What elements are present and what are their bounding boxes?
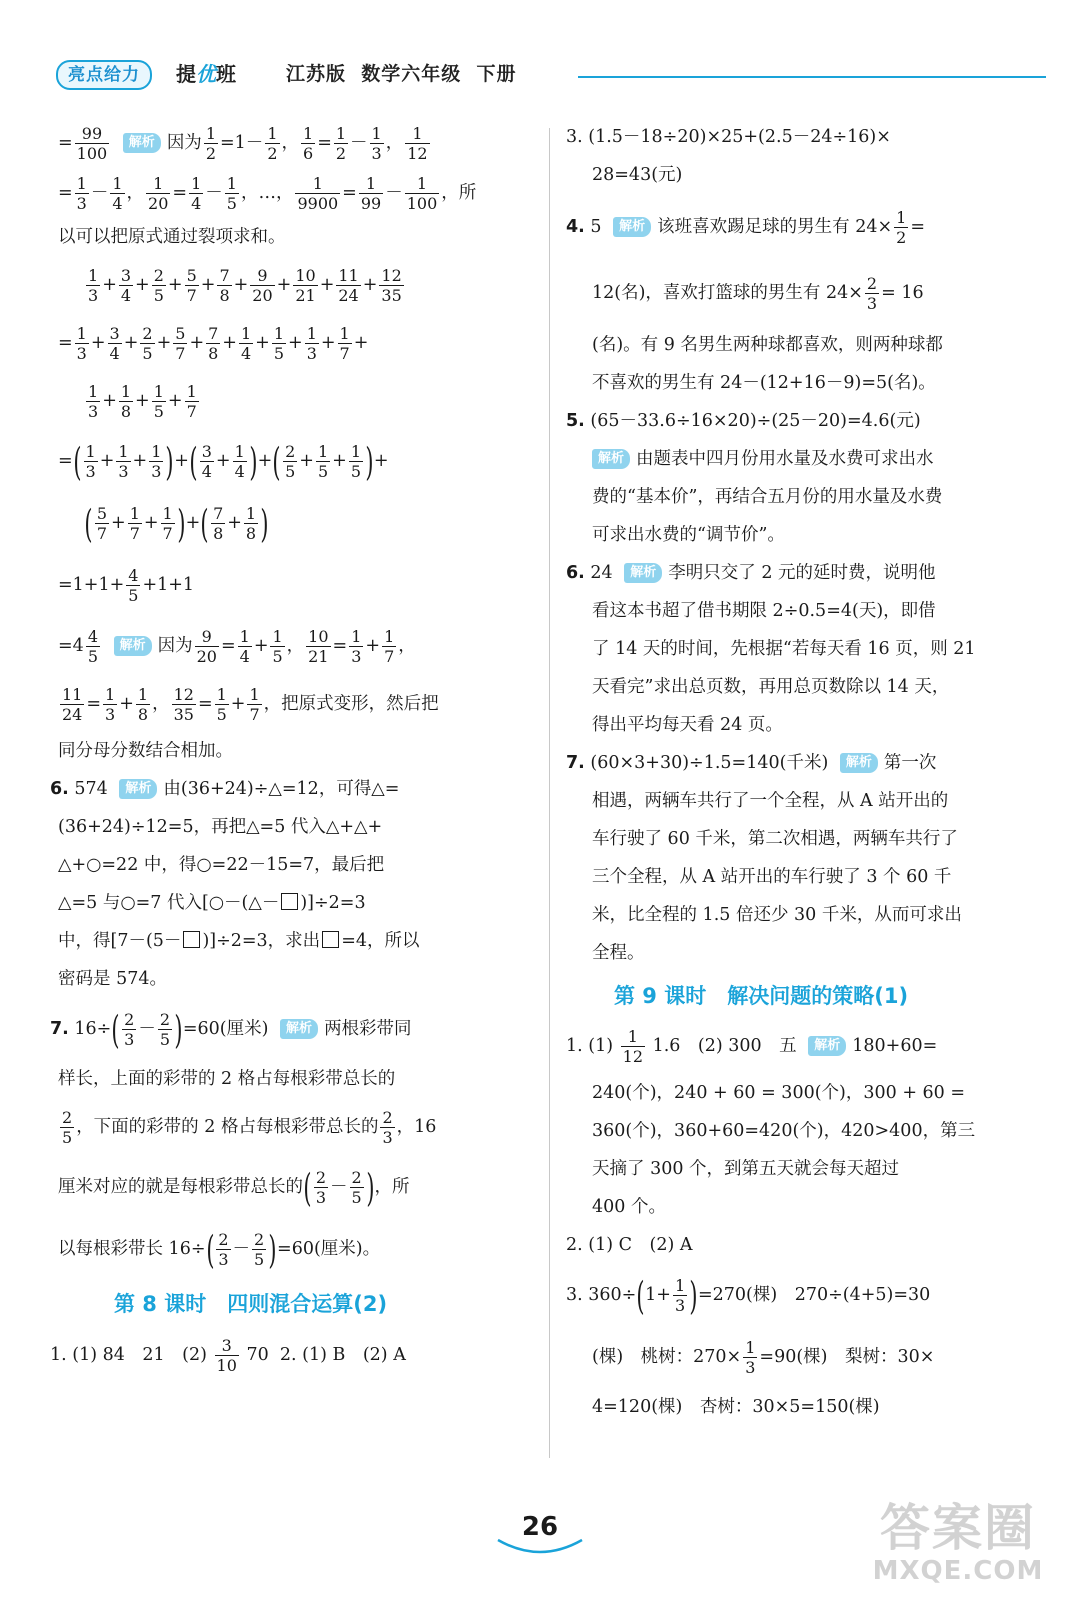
analysis-text: 12(名)，喜欢打篮球的男生有 24× $\frac{2}{3}$ = 16 [592, 274, 924, 313]
page-header [48, 60, 1048, 94]
question-7: 7. 16÷( $\frac{2}{3}$ － $\frac{2}{5}$ )=60(厘米) 解析 两根彩带同 [50, 1007, 412, 1052]
question-4: 4. 5 解析 该班喜欢踢足球的男生有 24× $\frac{1}{2}$ = [566, 208, 925, 247]
analysis-text: 全程。 [592, 943, 645, 963]
analysis-tag: 解析 [592, 449, 630, 469]
analysis-text: 费的“基本价”，再结合五月份的用水量及水费 [592, 487, 943, 507]
analysis-tag: 解析 [114, 636, 152, 656]
analysis-text: 相遇，两辆车共行了一个全程，从 A 站开出的 [592, 791, 949, 811]
equation-line: $\frac{1}{3}$ + $\frac{3}{4}$ + $\frac{2}{5}$ + $\frac{5}{7}$ + $\frac{7}{8}$ + $\frac{9}{20}$ + $\frac{10}{21}$ + $\frac{11}{24}$ + $\frac{12}{35}$ [88, 266, 402, 305]
analysis-tag: 解析 [119, 779, 157, 799]
header-rule [578, 76, 1046, 78]
question-5: 5. (65－33.6÷16×20)÷(25－20)=4.6(元) [566, 411, 921, 431]
equation-line: =( $\frac{1}{3}$ + $\frac{1}{3}$ + $\frac{1}{3}$ )+( $\frac{3}{4}$ + $\frac{1}{4}$ )+( $\frac{2}{5}$ + $\frac{1}{5}$ + $\frac{1}{5}$ )+ [58, 439, 389, 484]
series-name: 提优班 [176, 62, 236, 86]
analysis-text: 同分母分数结合相加。 [58, 741, 233, 761]
blank-box [281, 893, 298, 910]
question-7: 7. (60×3+30)÷1.5=140(千米) 解析 第一次 [566, 753, 937, 773]
answer-line: = $\frac{99}{100}$ 解析 因为 $\frac{1}{2}$ =1－ $\frac{1}{2}$ ， $\frac{1}{6}$ = $\frac{1}{2}$ － $\frac{1}{3}$ ， $\frac{1}{12}$ [58, 124, 428, 163]
analysis-text: $\frac{11}{24}$ = $\frac{1}{3}$ + $\frac{1}{8}$ ， $\frac{12}{35}$ = $\frac{1}{5}$ + $\frac{1}{7}$ ，把原式变形，然后把 [62, 685, 439, 724]
analysis-tag: 解析 [808, 1036, 846, 1056]
section-title-9: 第 9 课时 解决问题的策略(1) [614, 984, 909, 1008]
analysis-tag: 解析 [280, 1019, 318, 1039]
analysis-text: 车行驶了 60 千米，第二次相遇，两辆车共行了 [592, 829, 958, 849]
brand-logo: 亮点给力 [56, 60, 152, 90]
column-divider [549, 128, 550, 1458]
analysis-text: (36+24)÷12=5，再把△=5 代入△+△+ [58, 817, 383, 837]
watermark-logo: 答案圈 MXQE.COM [872, 1499, 1044, 1586]
analysis-text: (名)。有 9 名男生两种球都喜欢，则两种球都 [592, 335, 943, 355]
lesson9-q1: 1. (1) $\frac{1}{12}$ 1.6 (2) 300 五 解析 180+60= [566, 1027, 938, 1066]
analysis-text: 可求出水费的“调节价”。 [592, 525, 785, 545]
analysis-text: $\frac{2}{5}$ ，下面的彩带的 2 格占每根彩带总长的 $\frac{2}{3}$ ，16 [62, 1108, 437, 1147]
analysis-text: 看这本书超了借书期限 2÷0.5=4(天)，即借 [592, 601, 936, 621]
analysis-text: 400 个。 [592, 1197, 666, 1217]
analysis-text: 密码是 574。 [58, 969, 167, 989]
equation-line: =4 $\frac{4}{5}$ 解析 因为 $\frac{9}{20}$ = $\frac{1}{4}$ + $\frac{1}{5}$ ， $\frac{10}{21}$ = $\frac{1}{3}$ + $\frac{1}{7}$ ， [58, 627, 416, 666]
equation-line: ( $\frac{5}{7}$ + $\frac{1}{7}$ + $\frac{1}{7}$ )+( $\frac{7}{8}$ + $\frac{1}{8}$ ) [84, 501, 269, 546]
lesson9-q3: 3. 360÷(1+ $\frac{1}{3}$ )=270(棵) 270÷(4+5)=30 [566, 1273, 931, 1318]
lesson9-q2: 2. (1) C (2) A [566, 1235, 693, 1255]
section-title-8: 第 8 课时 四则混合运算(2) [114, 1292, 388, 1316]
blank-box [322, 931, 339, 948]
question-6: 6. 24 解析 李明只交了 2 元的延时费，说明他 [566, 563, 936, 583]
analysis-text: 得出平均每天看 24 页。 [592, 715, 783, 735]
answer-line: = $\frac{1}{3}$ － $\frac{1}{4}$ ， $\frac{1}{20}$ = $\frac{1}{4}$ － $\frac{1}{5}$ ，…， $\frac{1}{9900}$ = $\frac{1}{99}$ － $\frac{1}{100}$ ，所 [58, 174, 477, 213]
question-3: 3. (1.5－18÷20)×25+(2.5－24÷16)× [566, 127, 891, 147]
left-column [50, 118, 532, 1384]
analysis-text: 厘米对应的就是每根彩带总长的( $\frac{2}{3}$ － $\frac{2}{5}$ )，所 [58, 1165, 410, 1210]
analysis-text: 解析 由题表中四月份用水量及水费可求出水 [566, 440, 1044, 478]
analysis-text: 以可以把原式通过裂项求和。 [58, 227, 286, 247]
equation-line: = $\frac{1}{3}$ + $\frac{3}{4}$ + $\frac{2}{5}$ + $\frac{5}{7}$ + $\frac{7}{8}$ + $\frac{1}{4}$ + $\frac{1}{5}$ + $\frac{1}{3}$ + $\frac{1}{7}$ + [58, 324, 369, 363]
analysis-tag: 解析 [123, 133, 161, 153]
analysis-text: 了 14 天的时间，先根据“若每天看 16 页，则 21 [592, 639, 976, 659]
analysis-text: △=5 与○=7 代入[○－(△－ )]÷2=3 [58, 893, 366, 913]
analysis-text: 不喜欢的男生有 24－(12+16－9)=5(名)。 [592, 373, 936, 393]
analysis-tag: 解析 [624, 563, 662, 583]
blank-box [183, 931, 200, 948]
analysis-text: 360(个)，360+60=420(个)，420>400，第三 [592, 1121, 976, 1141]
analysis-text: 中，得[7－(5－ )]÷2=3，求出 =4，所以 [58, 931, 420, 951]
analysis-text: 以每根彩带长 16÷( $\frac{2}{3}$ － $\frac{2}{5}$ )=60(厘米)。 [58, 1227, 381, 1272]
answer-line: 28=43(元) [592, 165, 683, 185]
right-column [566, 118, 1044, 1426]
analysis-text: 天看完”求出总页数，再用总页数除以 14 天， [592, 677, 950, 697]
analysis-text: 样长，上面的彩带的 2 格占每根彩带总长的 [58, 1069, 396, 1089]
analysis-text: 240(个)，240 + 60 = 300(个)，300 + 60 = [592, 1083, 966, 1103]
analysis-text: 米，比全程的 1.5 倍还少 30 千米，从而可求出 [592, 905, 962, 925]
page-number: 26 [521, 1512, 559, 1542]
equation-line: $\frac{1}{3}$ + $\frac{1}{8}$ + $\frac{1}{5}$ + $\frac{1}{7}$ [88, 382, 197, 421]
lesson8-answers: 1. (1) 84 21 (2) $\frac{3}{10}$ 70 2. (1) B (2) A [50, 1336, 406, 1375]
analysis-tag: 解析 [613, 217, 651, 237]
analysis-tag: 解析 [840, 753, 878, 773]
equation-line: =1+1+ $\frac{4}{5}$ +1+1 [58, 566, 195, 605]
book-title: 江苏版 数学六年级 下册 [286, 63, 517, 85]
analysis-text: 三个全程，从 A 站开出的车行驶了 3 个 60 千 [592, 867, 952, 887]
answer-line: 4=120(棵) 杏树：30×5=150(棵) [592, 1397, 880, 1417]
analysis-text: 天摘了 300 个，到第五天就会每天超过 [592, 1159, 900, 1179]
analysis-text: △+○=22 中，得○=22－15=7，最后把 [58, 855, 385, 875]
question-6: 6. 574 解析 由(36+24)÷△=12，可得△= [50, 779, 400, 799]
page-number-arc [490, 1530, 590, 1560]
answer-line: (棵) 桃树：270× $\frac{1}{3}$ =90(棵) 梨树：30× [592, 1338, 935, 1377]
